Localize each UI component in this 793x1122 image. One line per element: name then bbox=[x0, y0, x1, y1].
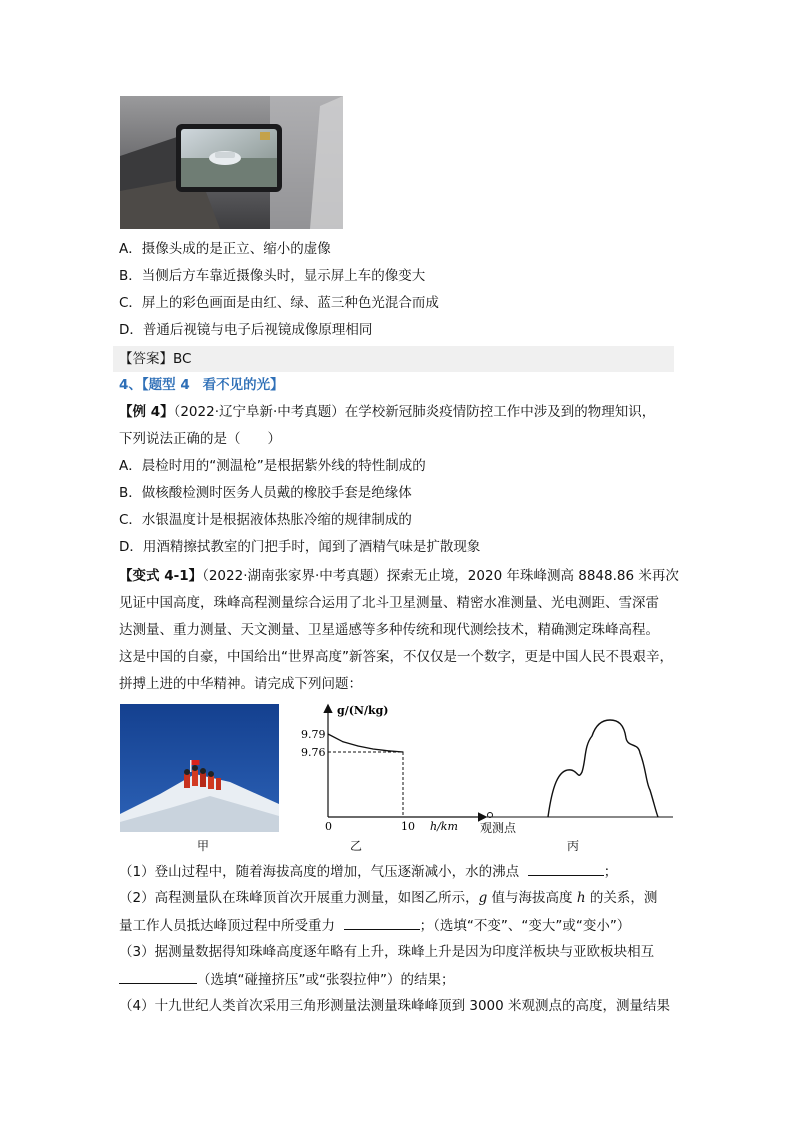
example4-stem1: 在学校新冠肺炎疫情防控工作中涉及到的物理知识， bbox=[344, 404, 656, 420]
section-number: 4、 bbox=[119, 377, 142, 393]
q2-text-c: 的关系，测 bbox=[585, 890, 658, 906]
q1-blank[interactable] bbox=[528, 861, 604, 876]
q2-text-b: 值与海拔高度 bbox=[487, 890, 577, 906]
q3-text-b: （选填“碰撞挤压”或“张裂拉伸”）的结果； bbox=[197, 972, 455, 988]
data-point bbox=[327, 733, 328, 734]
section-heading bbox=[119, 375, 284, 395]
caption-yi: 乙 bbox=[350, 839, 363, 853]
observation-point-label: 观测点 bbox=[480, 821, 517, 835]
answer-box: 【答案】BC bbox=[113, 346, 674, 372]
example4-label: 【例 4】 bbox=[119, 404, 174, 420]
y-axis-label: g/(N/kg) bbox=[337, 704, 389, 717]
x-axis-label: h/km bbox=[430, 820, 458, 833]
question-3-line1: （3）据测量数据得知珠峰高度逐年略有上升，珠峰上升是因为印度洋板块与亚欧板块相互 bbox=[119, 944, 655, 960]
mountain-outline bbox=[548, 720, 658, 817]
climbers-photo bbox=[120, 704, 279, 832]
variant-text-2: 见证中国高度，珠峰高程测量综合运用了北斗卫星测量、精密水准测量、光电测距、雪深雷 bbox=[119, 595, 659, 611]
electronic-mirror-illustration bbox=[120, 96, 343, 229]
option-d: D．普通后视镜与电子后视镜成像原理相同 bbox=[119, 322, 373, 338]
option-c: C．屏上的彩色画面是由红、绿、蓝三种色光混合而成 bbox=[119, 295, 439, 311]
x-tick-10: 10 bbox=[401, 820, 415, 833]
q2-blank[interactable] bbox=[344, 915, 420, 930]
g-curve bbox=[328, 734, 403, 752]
data-point bbox=[357, 745, 358, 746]
climbers-illustration bbox=[120, 704, 279, 832]
question-3-line2 bbox=[119, 969, 454, 990]
q2-text-a: （2）高程测量队在珠峰顶首次开展重力测量，如图乙所示， bbox=[119, 890, 479, 906]
mountain-profile bbox=[478, 708, 678, 828]
g-vs-h-chart bbox=[295, 700, 495, 840]
variant-text-1: 探索无止境，2020 年珠峰测高 8848.86 米再次 bbox=[386, 568, 679, 584]
x-tick-0: 0 bbox=[325, 820, 332, 833]
section-tag: 【题型 4 bbox=[141, 377, 190, 393]
variant-line1 bbox=[119, 566, 679, 586]
example4-option-a: A．晨检时用的“测温枪”是根据紫外线的特性制成的 bbox=[119, 458, 426, 474]
q2-h-symbol: h bbox=[576, 890, 586, 906]
q1-text: （1）登山过程中，随着海拔高度的增加，气压逐渐减小，水的沸点 bbox=[119, 864, 520, 880]
section-title: 看不见的光】 bbox=[202, 377, 284, 393]
variant-label: 【变式 4-1】 bbox=[119, 568, 203, 584]
example4-source: （2022·辽宁阜新·中考真题） bbox=[173, 404, 345, 420]
example4-option-b: B．做核酸检测时医务人员戴的橡胶手套是绝缘体 bbox=[119, 485, 412, 501]
example4-option-d: D．用酒精擦拭教室的门把手时，闻到了酒精气味是扩散现象 bbox=[119, 539, 481, 555]
caption-bing: 丙 bbox=[567, 839, 580, 853]
y-tick-976: 9.76 bbox=[301, 746, 326, 759]
q2-g-symbol: g bbox=[478, 890, 488, 906]
q3-blank[interactable] bbox=[119, 969, 197, 984]
data-point bbox=[342, 741, 343, 742]
option-b: B．当侧后方车靠近摄像头时，显示屏上车的像变大 bbox=[119, 268, 426, 284]
q2-text-d: 量工作人员抵达峰顶过程中所受重力 bbox=[119, 918, 335, 934]
example4-line1 bbox=[119, 402, 655, 422]
example4-stem2: 下列说法正确的是（ ） bbox=[119, 431, 281, 447]
variant-text-4: 这是中国的自豪，中国给出“世界高度”新答案，不仅仅是一个数字，更是中国人民不畏艰辛， bbox=[119, 649, 673, 665]
variant-text-5: 拼搏上进的中华精神。请完成下列问题： bbox=[119, 676, 362, 692]
variant-source: （2022·湖南张家界·中考真题） bbox=[202, 568, 387, 584]
option-a: A．摄像头成的是正立、缩小的虚像 bbox=[119, 241, 331, 257]
question-2-line1 bbox=[119, 888, 657, 908]
q2-text-e: ；（选填“不变”、“变大”或“变小”） bbox=[419, 918, 631, 934]
caption-jia: 甲 bbox=[197, 839, 210, 853]
data-point bbox=[402, 751, 403, 752]
question-2-line2 bbox=[119, 915, 630, 936]
data-point bbox=[387, 750, 388, 751]
question-1 bbox=[119, 861, 617, 882]
y-tick-979: 9.79 bbox=[301, 728, 326, 741]
electronic-mirror-photo bbox=[120, 96, 343, 229]
question-4: （4）十九世纪人类首次采用三角形测量法测量珠峰峰顶到 3000 米观测点的高度，测量结果 bbox=[119, 998, 671, 1014]
q1-end: ； bbox=[603, 864, 618, 880]
example4-option-c: C．水银温度计是根据液体热胀冷缩的规律制成的 bbox=[119, 512, 412, 528]
data-point bbox=[372, 748, 373, 749]
variant-text-3: 达测量、重力测量、天文测量、卫星遥感等多种传统和现代测绘技术，精确测定珠峰高程。 bbox=[119, 622, 659, 638]
